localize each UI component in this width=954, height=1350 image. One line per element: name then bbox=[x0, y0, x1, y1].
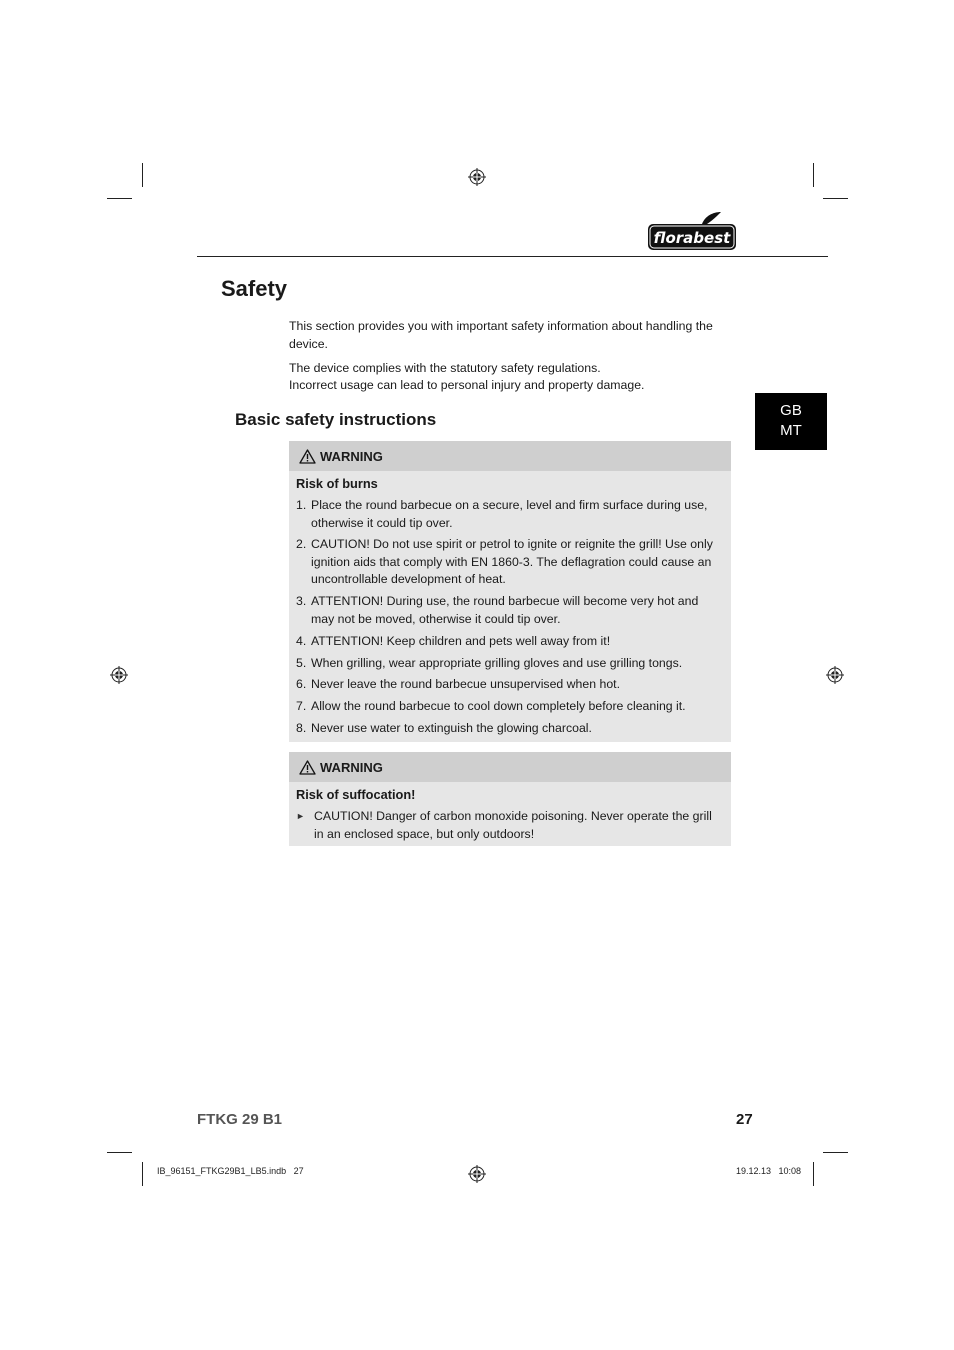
language-code: GB bbox=[780, 402, 802, 419]
list-text: Place the round barbecue on a secure, level and firm surface during use, otherwise it could tip over. bbox=[311, 498, 708, 530]
warning-triangle-icon bbox=[299, 760, 316, 775]
bullet-item bbox=[296, 808, 723, 843]
list-item bbox=[296, 655, 723, 673]
crop-mark bbox=[142, 1162, 143, 1186]
language-tab bbox=[755, 393, 827, 450]
list-number: 2. bbox=[296, 537, 307, 552]
language-code: MT bbox=[780, 422, 802, 439]
list-text: When grilling, wear appropriate grilling gloves and use grilling tongs. bbox=[311, 655, 683, 670]
registration-mark-icon bbox=[468, 1165, 486, 1183]
crop-mark bbox=[107, 198, 132, 199]
list-number: 3. bbox=[296, 594, 307, 609]
page-title: Safety bbox=[221, 276, 288, 301]
warning-label: WARNING bbox=[320, 759, 383, 775]
list-item bbox=[296, 720, 723, 738]
intro-paragraph: This section provides you with important safety information about handling the device. bbox=[289, 319, 713, 351]
list-item bbox=[296, 497, 723, 532]
registration-mark-icon bbox=[826, 666, 844, 684]
warning-box-burns bbox=[289, 441, 731, 742]
risk-title: Risk of suffocation! bbox=[296, 787, 416, 802]
florabest-logo bbox=[647, 210, 737, 252]
list-text: Never use water to extinguish the glowing charcoal. bbox=[311, 721, 592, 736]
warning-header bbox=[289, 752, 731, 782]
page-number: 27 bbox=[736, 1111, 753, 1128]
list-number: 1. bbox=[296, 498, 307, 512]
list-text: ATTENTION! Keep children and pets well away from it! bbox=[311, 633, 611, 648]
list-number: 6. bbox=[296, 677, 307, 692]
list-text: Never leave the round barbecue unsupervised when hot. bbox=[311, 677, 620, 692]
intro-paragraph: The device complies with the statutory safety regulations. bbox=[289, 361, 601, 375]
list-number: 4. bbox=[296, 633, 307, 648]
list-text: Allow the round barbecue to cool down completely before cleaning it. bbox=[311, 699, 686, 714]
warning-triangle-icon bbox=[299, 449, 316, 464]
list-number: 8. bbox=[296, 721, 307, 736]
list-text: ATTENTION! During use, the round barbecue will become very hot and may not be moved, otherwise it could tip over. bbox=[311, 594, 699, 626]
model-number: FTKG 29 B1 bbox=[197, 1111, 283, 1128]
list-number: 5. bbox=[296, 655, 307, 670]
section-heading: Basic safety instructions bbox=[235, 410, 437, 429]
bullet-text: CAUTION! Danger of carbon monoxide poisoning. Never operate the grill in an enclosed space, but only outdoors! bbox=[314, 809, 712, 841]
list-item bbox=[296, 698, 723, 716]
risk-title: Risk of burns bbox=[296, 476, 378, 491]
list-item bbox=[296, 633, 723, 651]
header-rule bbox=[197, 256, 828, 257]
list-text: CAUTION! Do not use spirit or petrol to ignite or reignite the grill! Use only ignition aids that comply with EN 1860-3. The deflagration could cause an uncontrollable development of heat. bbox=[311, 537, 713, 587]
registration-mark-icon bbox=[468, 168, 486, 186]
print-slug-file: IB_96151_FTKG29B1_LB5.indb 27 bbox=[157, 1166, 304, 1176]
warning-header bbox=[289, 441, 731, 471]
crop-mark bbox=[142, 163, 143, 187]
logo-text: florabest bbox=[653, 229, 731, 247]
crop-mark bbox=[107, 1152, 132, 1153]
list-item bbox=[296, 536, 723, 589]
list-item bbox=[296, 676, 723, 694]
list-number: 7. bbox=[296, 699, 307, 714]
warning-box-suffocation bbox=[289, 752, 731, 846]
warning-label: WARNING bbox=[320, 448, 383, 464]
intro-paragraph: Incorrect usage can lead to personal injury and property damage. bbox=[289, 378, 645, 392]
safety-list bbox=[296, 497, 723, 738]
list-item bbox=[296, 593, 723, 628]
print-slug-date: 19.12.13 10:08 bbox=[736, 1166, 802, 1176]
warning-body bbox=[289, 782, 731, 846]
warning-body bbox=[289, 471, 731, 742]
registration-mark-icon bbox=[110, 666, 128, 684]
crop-mark bbox=[813, 1162, 814, 1186]
crop-mark bbox=[823, 1152, 848, 1153]
crop-mark bbox=[813, 163, 814, 187]
arrow-bullet-icon: ► bbox=[296, 811, 305, 821]
crop-mark bbox=[823, 198, 848, 199]
